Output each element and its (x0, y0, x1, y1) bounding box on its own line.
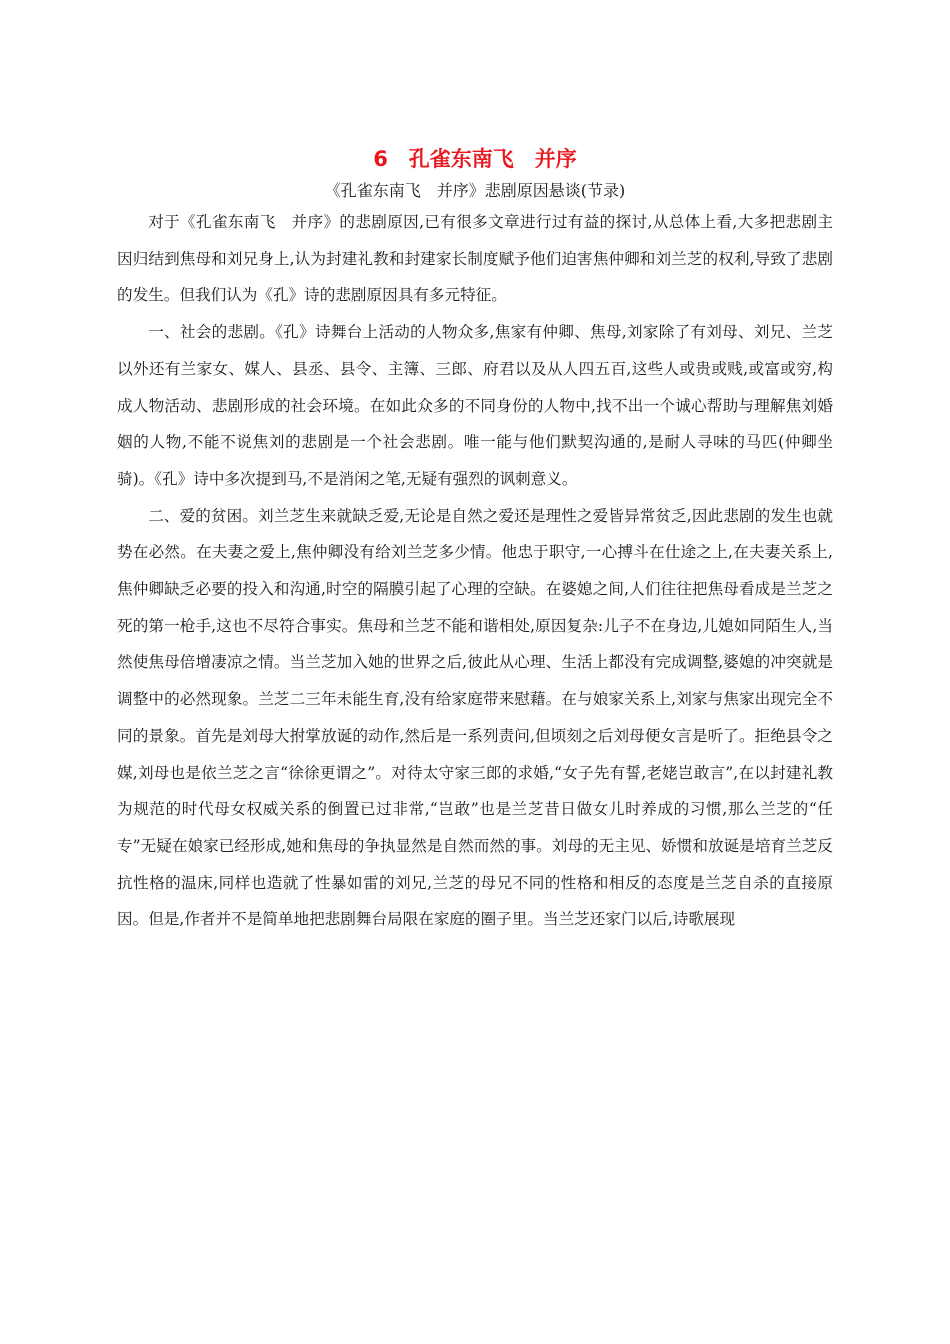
paragraph-social-tragedy: 一、社会的悲剧。《孔》诗舞台上活动的人物众多,焦家有仲卿、焦母,刘家除了有刘母、刘兄、兰芝以外还有兰家女、媒人、县丞、县令、主簿、三郎、府君以及从人四五百,这些人或贵或贱,或富或穷,构成人物活动、悲剧形成的社会环境。在如此众多的不同身份的人物中,找不出一个诚心帮助与理解焦刘婚姻的人物,不能不说焦刘的悲剧是一个社会悲剧。唯一能与他们默契沟通的,是耐人寻味的马匹(仲卿坐骑)。《孔》诗中多次提到马,不是消闲之笔,无疑有强烈的讽刺意义。 (117, 323, 833, 488)
article-subtitle: 《孔雀东南飞 并序》悲剧原因悬谈(节录) (324, 181, 626, 200)
page-title: 6 孔雀东南飞 并序 (373, 147, 577, 171)
paragraph-intro: 对于《孔雀东南飞 并序》的悲剧原因,已有很多文章进行过有益的探讨,从总体上看,大多把悲剧主因归结到焦母和刘兄身上,认为封建礼教和封建家长制度赋予他们迫害焦仲卿和刘兰芝的权利,导致了悲剧的发生。但我们认为《孔》诗的悲剧原因具有多元特征。 (117, 213, 833, 305)
paragraph-poverty-of-love: 二、爱的贫困。刘兰芝生来就缺乏爱,无论是自然之爱还是理性之爱皆异常贫乏,因此悲剧的发生也就势在必然。在夫妻之爱上,焦仲卿没有给刘兰芝多少情。他忠于职守,一心搏斗在仕途之上,在夫妻关系上,焦仲卿缺乏必要的投入和沟通,时空的隔膜引起了心理的空缺。在婆媳之间,人们往往把焦母看成是兰芝之死的第一枪手,这也不尽符合事实。焦母和兰芝不能和谐相处,原因复杂:儿子不在身边,儿媳如同陌生人,当然使焦母倍增凄凉之情。当兰芝加入她的世界之后,彼此从心理、生活上都没有完成调整,婆媳的冲突就是调整中的必然现象。兰芝二三年未能生育,没有给家庭带来慰藉。在与娘家关系上,刘家与焦家出现完全不同的景象。首先是刘母大拊掌放诞的动作,然后是一系列责问,但顷刻之后刘母便女言是听了。拒绝县令之媒,刘母也是依兰芝之言“徐徐更谓之”。对待太守家三郎的求婚,“女子先有誓,老姥岂敢言”,在以封建礼教为规范的时代母女权威关系的倒置已过非常,“岂敢”也是兰芝昔日做女儿时养成的习惯,那么兰芝的“任专”无疑在娘家已经形成,她和焦母的争执显然是自然而然的事。刘母的无主见、娇惯和放诞是培育兰芝反抗性格的温床,同样也造就了性暴如雷的刘兄,兰芝的母兄不同的性格和相反的态度是兰芝自杀的直接原因。但是,作者并不是简单地把悲剧舞台局限在家庭的圈子里。当兰芝还家门以后,诗歌展现 (117, 506, 833, 929)
article-body (117, 204, 833, 938)
